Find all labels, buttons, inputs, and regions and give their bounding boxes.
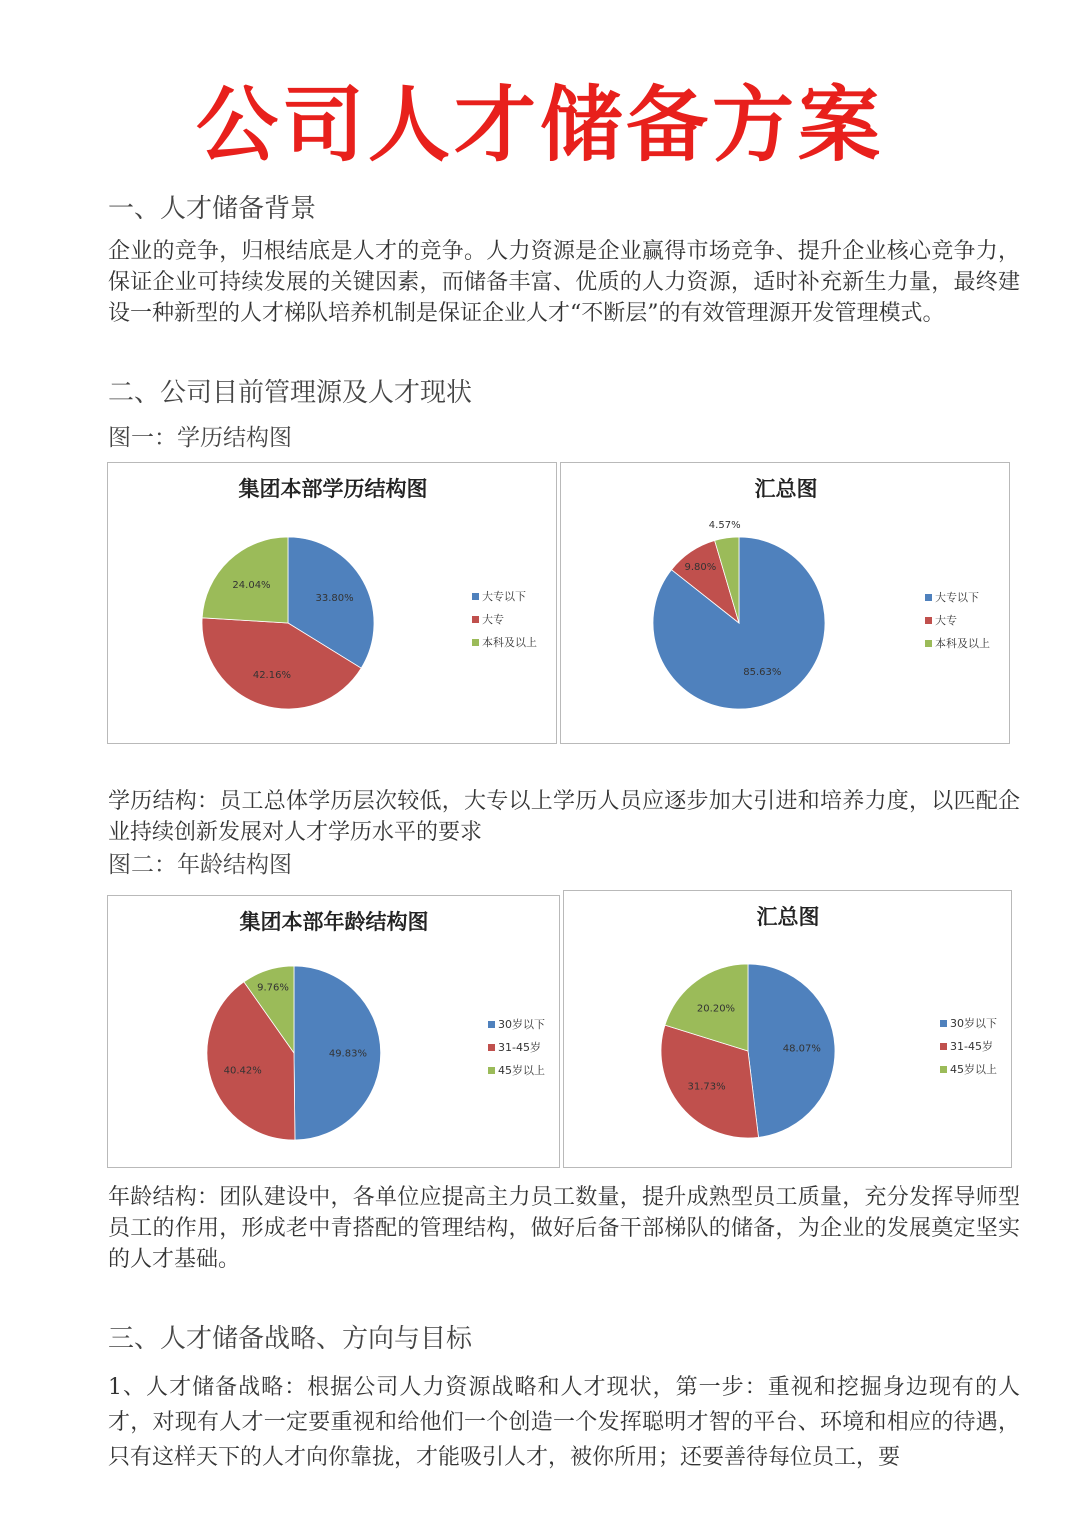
data-label: 31.73% xyxy=(687,1081,726,1093)
education-chart-summary xyxy=(560,462,1010,744)
legend-entry: 大专 xyxy=(482,613,504,626)
legend-swatch xyxy=(940,1043,947,1050)
section-3-paragraph: 1、人才储备战略：根据公司人力资源战略和人才现状，第一步：重视和挖掘身边现有的人才，对现有人才一定要重视和给他们一个创造一个发挥聪明才智的平台、环境和相应的待遇，只有这样天下的人才向你靠拢，才能吸引人才，被你所用；还要善待每位员工，要 xyxy=(108,1375,1020,1470)
age-chart-hq xyxy=(107,895,560,1168)
legend-entry: 大专以下 xyxy=(482,590,526,603)
chart-title: 集团本部年龄结构图 xyxy=(239,910,429,934)
legend-swatch xyxy=(925,594,932,601)
chart-title: 汇总图 xyxy=(754,477,818,501)
legend-swatch xyxy=(488,1067,495,1074)
data-label: 85.63% xyxy=(743,667,782,678)
legend-swatch xyxy=(472,616,479,623)
section-2-heading: 二、公司目前管理源及人才现状 xyxy=(108,378,473,408)
chart-svg xyxy=(108,463,558,745)
data-label: 9.80% xyxy=(684,562,717,573)
data-label: 42.16% xyxy=(252,669,291,681)
data-label: 20.20% xyxy=(696,1003,736,1015)
data-label: 49.83% xyxy=(328,1048,367,1060)
legend-swatch xyxy=(940,1066,947,1073)
chart-title: 集团本部学历结构图 xyxy=(238,477,428,501)
legend-entry: 本科及以上 xyxy=(482,636,537,649)
age-note: 年龄结构：团队建设中，各单位应提高主力员工数量，提升成熟型员工质量，充分发挥导师型员工的作用，形成老中青搭配的管理结构，做好后备干部梯队的储备，为企业的发展奠定坚实的人才基础。 xyxy=(108,1185,1020,1272)
section-1-heading: 一、人才储备背景 xyxy=(108,194,317,224)
legend-entry: 大专以下 xyxy=(935,591,979,604)
legend-swatch xyxy=(472,639,479,646)
legend-entry: 30岁以下 xyxy=(498,1018,545,1031)
legend-entry: 大专 xyxy=(935,614,957,627)
legend-entry: 31-45岁 xyxy=(950,1040,993,1053)
data-label: 40.42% xyxy=(223,1065,262,1077)
legend-entry: 本科及以上 xyxy=(935,637,990,650)
data-label: 33.80% xyxy=(315,593,354,604)
figure-2-label: 图二：年龄结构图 xyxy=(108,852,292,878)
figure-1-label: 图一：学历结构图 xyxy=(108,425,292,451)
legend-entry: 30岁以下 xyxy=(950,1017,997,1030)
section-1-paragraph: 企业的竞争，归根结底是人才的竞争。人力资源是企业赢得市场竞争、提升企业核心竞争力，保证企业可持续发展的关键因素，而储备丰富、优质的人力资源，适时补充新生力量，最终建设一种新型的人才梯队培养机制是保证企业人才“不断层”的有效管理源开发管理模式。 xyxy=(108,239,1020,326)
chart-title: 汇总图 xyxy=(756,905,820,929)
legend-swatch xyxy=(925,617,932,624)
legend-swatch xyxy=(472,593,479,600)
legend-swatch xyxy=(488,1044,495,1051)
data-label: 9.76% xyxy=(257,982,289,994)
chart-svg xyxy=(561,463,1011,745)
legend-entry: 45岁以上 xyxy=(498,1064,545,1077)
legend-swatch xyxy=(488,1021,495,1028)
legend-entry: 45岁以上 xyxy=(950,1063,997,1076)
data-label: 24.04% xyxy=(232,580,271,592)
chart-svg xyxy=(564,891,1013,1169)
chart-svg xyxy=(108,896,561,1169)
section-3-heading: 三、人才储备战略、方向与目标 xyxy=(108,1324,473,1354)
legend-swatch xyxy=(925,640,932,647)
page-title: 公司人才储备方案 xyxy=(195,78,884,173)
education-chart-hq xyxy=(107,462,557,744)
data-label: 4.57% xyxy=(708,520,741,531)
legend-swatch xyxy=(940,1020,947,1027)
education-note: 学历结构：员工总体学历层次较低，大专以上学历人员应逐步加大引进和培养力度，以匹配企业持续创新发展对人才学历水平的要求 xyxy=(108,789,1020,845)
legend-entry: 31-45岁 xyxy=(498,1041,541,1054)
age-chart-summary xyxy=(563,890,1012,1168)
data-label: 48.07% xyxy=(782,1043,821,1055)
